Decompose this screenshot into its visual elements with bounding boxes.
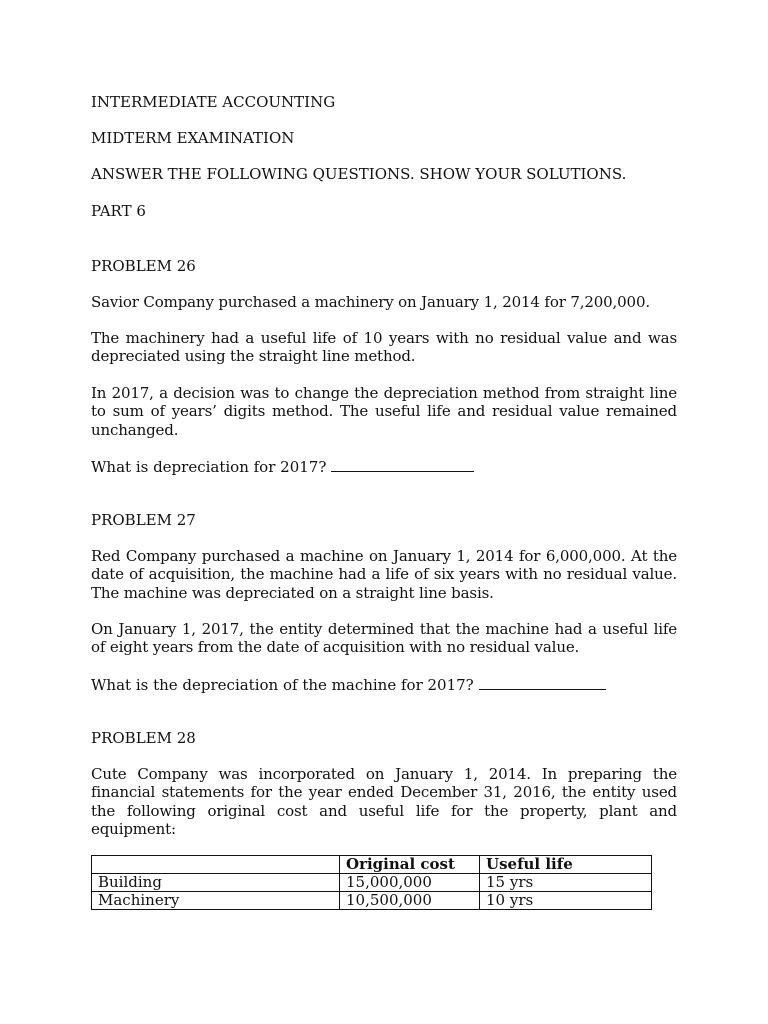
problem-27-paragraph-2: On January 1, 2017, the entity determined that the machine had a useful life of eight years from the date of acquisition with no residual value. <box>91 620 677 657</box>
table-header-cell <box>92 856 340 874</box>
instructions: ANSWER THE FOLLOWING QUESTIONS. SHOW YOUR SOLUTIONS. <box>91 165 627 183</box>
ppe-table <box>91 855 652 910</box>
table-cell: 10,500,000 <box>340 892 480 910</box>
problem-26-question-text: What is depreciation for 2017? <box>91 458 327 476</box>
problem-27-question-text: What is the depreciation of the machine for 2017? <box>91 676 474 694</box>
problem-26-paragraph-1: Savior Company purchased a machinery on January 1, 2014 for 7,200,000. <box>91 293 650 311</box>
problem-26-title: PROBLEM 26 <box>91 257 196 275</box>
part-heading: PART 6 <box>91 202 146 220</box>
table-row <box>92 874 652 892</box>
problem-28-paragraph-1: Cute Company was incorporated on January 1, 2014. In preparing the financial statements for the year ended December 31, 2016, the entity used the following original cost and useful life for the property, plant and equipment: <box>91 765 677 838</box>
table-cell: 15,000,000 <box>340 874 480 892</box>
answer-blank-26[interactable] <box>331 457 474 472</box>
problem-26-paragraph-2: The machinery had a useful life of 10 years with no residual value and was depreciated using the straight line method. <box>91 329 677 366</box>
problem-27-paragraph-1: Red Company purchased a machine on January 1, 2014 for 6,000,000. At the date of acquisition, the machine had a life of six years with no residual value. The machine was depreciated on a straight line basis. <box>91 547 677 602</box>
problem-27-question <box>91 675 606 694</box>
course-title: INTERMEDIATE ACCOUNTING <box>91 93 336 111</box>
table-cell: 15 yrs <box>480 874 652 892</box>
table-header-cell: Original cost <box>340 856 480 874</box>
problem-26-question <box>91 457 474 476</box>
table-header-cell: Useful life <box>480 856 652 874</box>
answer-blank-27[interactable] <box>479 675 606 690</box>
table-cell: Building <box>92 874 340 892</box>
exam-title: MIDTERM EXAMINATION <box>91 129 295 147</box>
table-header-row <box>92 856 652 874</box>
table-cell: Machinery <box>92 892 340 910</box>
table-cell: 10 yrs <box>480 892 652 910</box>
problem-27-title: PROBLEM 27 <box>91 511 196 529</box>
table-row <box>92 892 652 910</box>
problem-26-paragraph-3: In 2017, a decision was to change the depreciation method from straight line to sum of years’ digits method. The useful life and residual value remained unchanged. <box>91 384 677 439</box>
problem-28-title: PROBLEM 28 <box>91 729 196 747</box>
